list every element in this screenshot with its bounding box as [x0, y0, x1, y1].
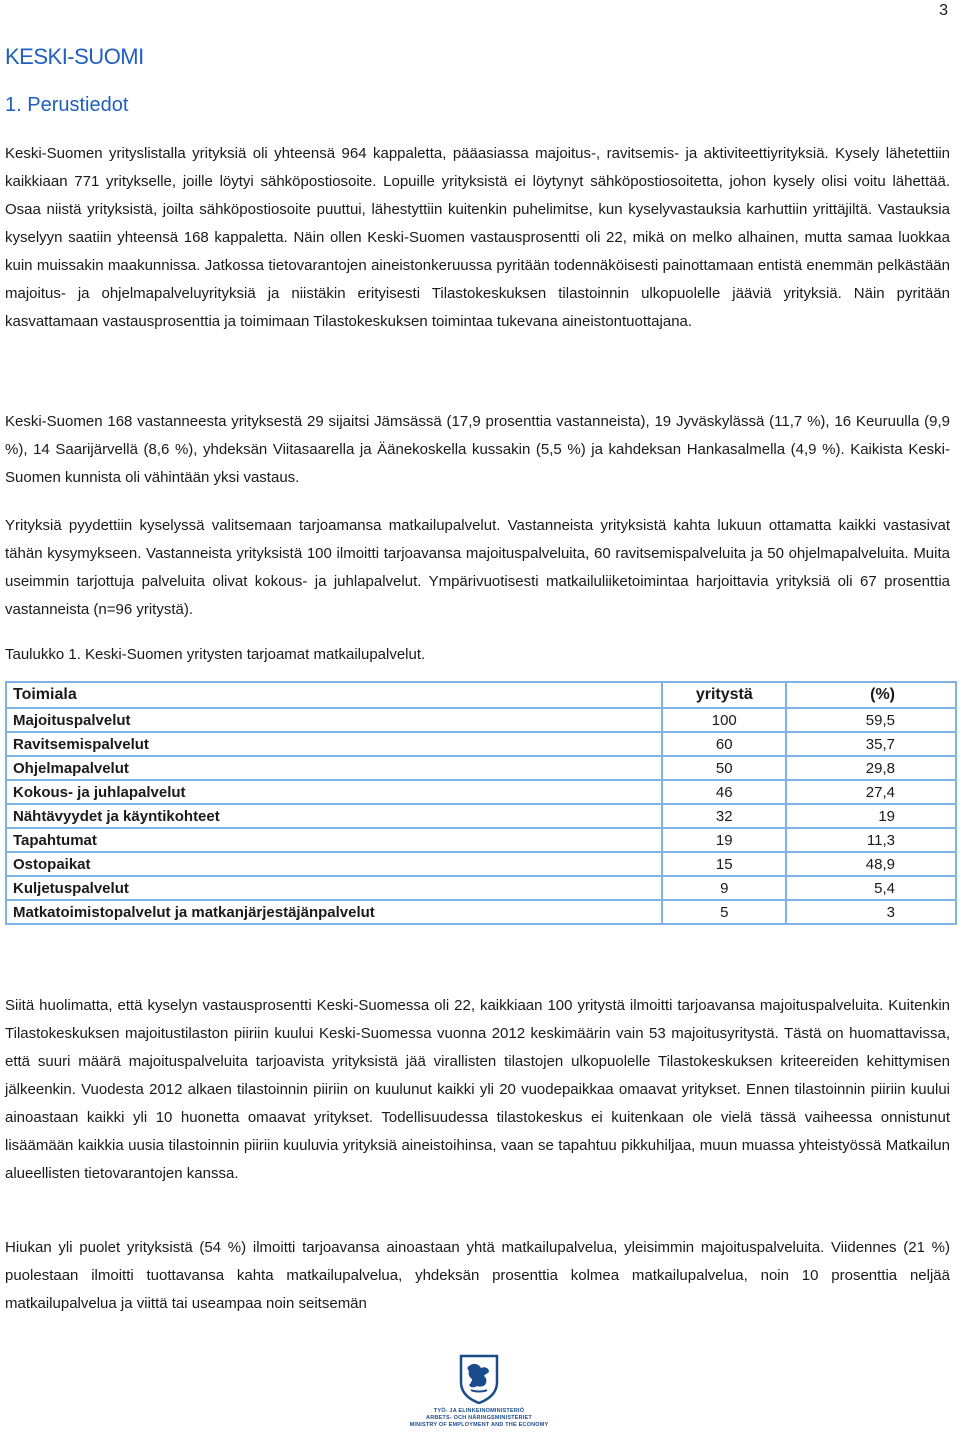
table-row: [6, 708, 956, 732]
row-name: Ostopaikat: [6, 852, 662, 876]
row-percent: 11,3: [786, 828, 956, 852]
logo-line-en: MINISTRY OF EMPLOYMENT AND THE ECONOMY: [409, 1422, 549, 1428]
row-count: 100: [662, 708, 786, 732]
page-title: KESKI-SUOMI: [5, 44, 144, 69]
table-row: [6, 804, 956, 828]
row-count: 60: [662, 732, 786, 756]
row-percent: 48,9: [786, 852, 956, 876]
row-name: Ohjelmapalvelut: [6, 756, 662, 780]
row-count: 19: [662, 828, 786, 852]
row-percent: 5,4: [786, 876, 956, 900]
logo-line-fi: TYÖ- JA ELINKEINOMINISTERIÖ: [433, 1408, 525, 1414]
table-row: [6, 852, 956, 876]
table-row: [6, 900, 956, 924]
row-percent: 27,4: [786, 780, 956, 804]
table-row: [6, 876, 956, 900]
paragraph-services: Yrityksiä pyydettiin kyselyssä valitsemaan tarjoamansa matkailupalvelut. Vastanneista yrityksistä kahta lukuun ottamatta kaikki vastasivat tähän kysymykseen. Vastanneista yrityksistä 100 ilmoitti tarjoavansa majoituspalveluita, 60 ravitsemispalveluita ja 50 ohjelmapalveluita. Muita useimmin tarjottuja palveluita olivat kokous- ja juhlapalvelut. Ympärivuotisesti matkailuliiketoimintaa harjoittavia yrityksiä oli 67 prosenttia vastanneista (n=96 yritystä).: [5, 517, 950, 618]
row-count: 32: [662, 804, 786, 828]
row-count: 5: [662, 900, 786, 924]
table-header-row: [6, 682, 956, 708]
paragraph-intro: Keski-Suomen yrityslistalla yrityksiä oli yhteensä 964 kappaletta, pääasiassa majoitus-, ravitsemis- ja aktiviteettiyrityksiä. Kysely lähetettiin kaikkiaan 771 yritykselle, joille löytyi sähköpostiosoite. Lopuille yrityksistä ei löytynyt sähköpostiosoitetta, johon kysely olisi voitu lähettää. Osaa niistä yrityksistä, joilta sähköpostiosoite puuttui, lähestyttiin kuitenkin puhelimitse, kun kyselyvastauksia karhuttiin yrittäjiltä. Vastauksia kyselyyn saatiin yhteensä 168 kappaletta. Näin ollen Keski-Suomen vastausprosentti oli 22, mikä on melko alhainen, mutta samaa luokkaa kuin muissakin maakunnissa. Jatkossa tietovarantojen aineistonkeruussa pyritään todennäköisesti painottamaan entistä enemmän pelkästään majoitus- ja ohjelmapalveluyrityksiä ja niistäkin erityisesti Tilastokeskuksen tilastoinnin ulkopuolelle jääviä yrityksiä. Näin pyritään kasvattamaan vastausprosenttia ja toimimaan Tilastokeskuksen toimintaa tukevana aineistontuottajana.: [5, 145, 950, 330]
section-heading: 1. Perustiedot: [5, 94, 129, 116]
row-name: Kokous- ja juhlapalvelut: [6, 780, 662, 804]
page-number: 3: [939, 2, 948, 19]
row-count: 15: [662, 852, 786, 876]
row-name: Matkatoimistopalvelut ja matkanjärjestäjänpalvelut: [6, 900, 662, 924]
paragraph-statistics: Siitä huolimatta, että kyselyn vastausprosentti Keski-Suomessa oli 22, kaikkiaan 100 yritystä ilmoitti tarjoavansa majoituspalveluita. Kuitenkin Tilastokeskuksen majoitustilaston piiriin kuului Keski-Suomessa vuonna 2012 keskimäärin vain 53 majoitusyritystä. Tästä on huomattavissa, että suuri määrä majoituspalveluita tarjoavista yrityksistä jää virallisten tilastojen ulkopuolelle Tilastokeskuksen kriteereiden kehittymisen jälkeenkin. Vuodesta 2012 alkaen tilastoinnin piiriin on kuulunut kaikki yli 20 vuodepaikkaa omaavat yritykset. Ennen tilastoinnin piiriin kuului ainoastaan kaikki yli 10 huonetta omaavat yritykset. Todellisuudessa tilastokeskus ei kuitenkaan ole vielä tässä vaiheessa onnistunut lisäämään kaikkia uusia tilastoinnin piiriin kuuluvia yrityksiä aineistoihinsa, vaan se tapahtuu pikkuhiljaa, muun muassa yhteistyössä Matkailun alueellisten tietovarantojen kanssa.: [5, 997, 950, 1182]
logo-line-sv: ARBETS- OCH NÄRINGSMINISTERIET: [426, 1415, 532, 1421]
row-name: Tapahtumat: [6, 828, 662, 852]
row-count: 50: [662, 756, 786, 780]
logo-text: [410, 1408, 549, 1429]
header-percent: (%): [786, 682, 956, 708]
row-count: 9: [662, 876, 786, 900]
row-name: Nähtävyydet ja käyntikohteet: [6, 804, 662, 828]
table-row: [6, 780, 956, 804]
row-percent: 35,7: [786, 732, 956, 756]
row-name: Ravitsemispalvelut: [6, 732, 662, 756]
table-row: [6, 828, 956, 852]
ministry-lion-logo-icon: [457, 1352, 501, 1404]
header-count: yritystä: [662, 682, 786, 708]
header-toimiala: Toimiala: [6, 682, 662, 708]
row-percent: 3: [786, 900, 956, 924]
row-name: Kuljetuspalvelut: [6, 876, 662, 900]
table-row: [6, 732, 956, 756]
row-name: Majoituspalvelut: [6, 708, 662, 732]
row-percent: 19: [786, 804, 956, 828]
table-row: [6, 756, 956, 780]
table-caption: Taulukko 1. Keski-Suomen yritysten tarjoamat matkailupalvelut.: [5, 646, 426, 663]
row-count: 46: [662, 780, 786, 804]
row-percent: 29,8: [786, 756, 956, 780]
services-table: [5, 681, 957, 925]
row-percent: 59,5: [786, 708, 956, 732]
ministry-logo: [404, 1352, 554, 1429]
paragraph-locations: Keski-Suomen 168 vastanneesta yrityksestä 29 sijaitsi Jämsässä (17,9 prosenttia vastanneista), 19 Jyväskylässä (11,7 %), 16 Keuruulla (9,9 %), 14 Saarijärvellä (8,6 %), yhdeksän Viitasaarella ja Äänekoskella kussakin (5,5 %) ja kahdeksan Hankasalmella (4,9 %). Kaikista Keski-Suomen kunnista oli vähintään yksi vastaus.: [5, 413, 950, 486]
paragraph-service-counts: Hiukan yli puolet yrityksistä (54 %) ilmoitti tarjoavansa ainoastaan yhtä matkailupalvelua, yleisimmin majoituspalveluita. Viidennes (21 %) puolestaan ilmoitti tuottavansa kahta matkailupalvelua, yhdeksän prosenttia kolmea matkailupalvelua, noin 10 prosenttia neljää matkailupalvelua ja viittä tai useampaa noin seitsemän: [5, 1239, 950, 1312]
